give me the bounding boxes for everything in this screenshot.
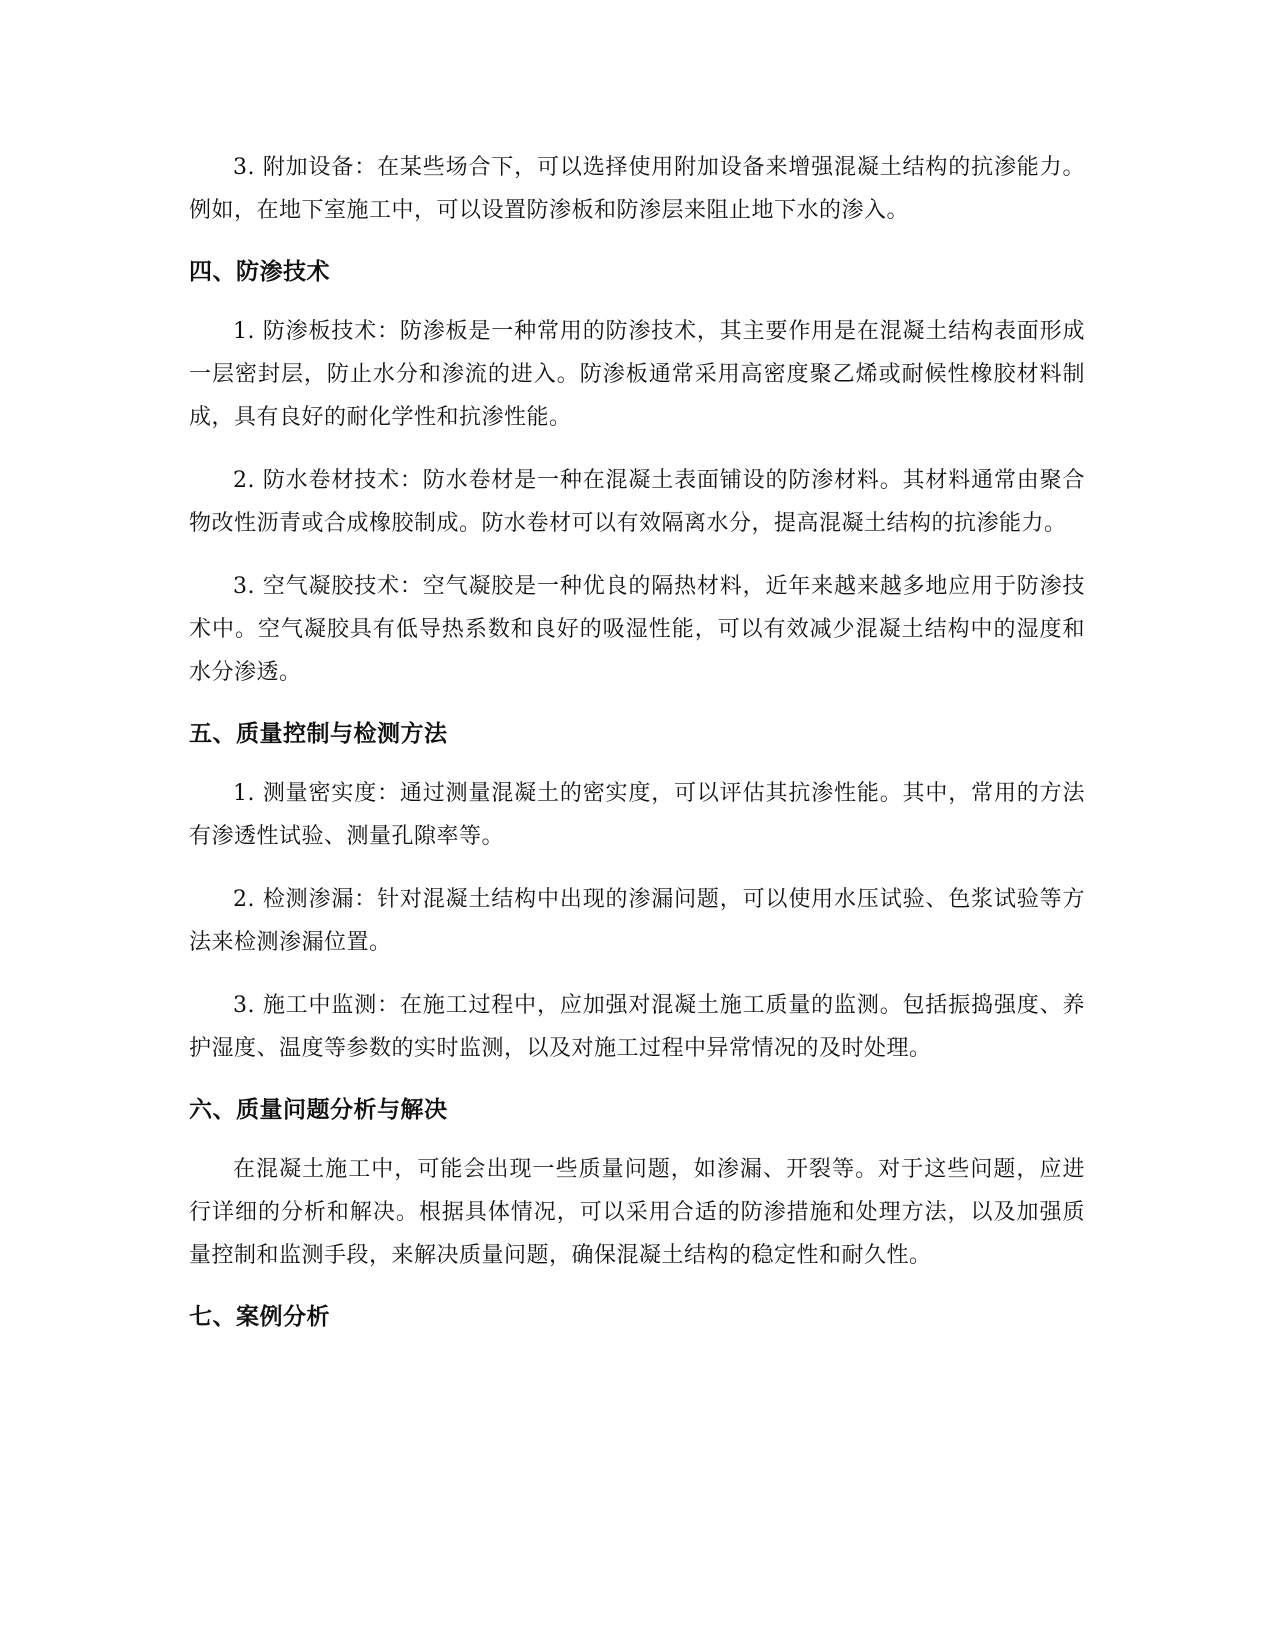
document-body [189, 146, 1085, 1355]
section-heading-quality-control: 五、质量控制与检测方法 [189, 721, 448, 747]
paragraph-quality-issue-resolution: 在混凝土施工中，可能会出现一些质量问题，如渗漏、开裂等。对于这些问题，应进行详细的分析和解决。根据具体情况，可以采用合适的防渗措施和处理方法，以及加强质量控制和监测手段，来解决质量问题，确保混凝土结构的稳定性和耐久性。 [189, 1157, 1085, 1268]
section-heading-seepage-techniques: 四、防渗技术 [189, 259, 330, 285]
paragraph-seepage-board: 1. 防渗板技术：防渗板是一种常用的防渗技术，其主要作用是在混凝土结构表面形成一层密封层，防止水分和渗流的进入。防渗板通常采用高密度聚乙烯或耐候性橡胶材料制成，具有良好的耐化学性和抗渗性能。 [189, 319, 1085, 430]
paragraph-aerogel: 3. 空气凝胶技术：空气凝胶是一种优良的隔热材料，近年来越来越多地应用于防渗技术中。空气凝胶具有低导热系数和良好的吸湿性能，可以有效减少混凝土结构中的湿度和水分渗透。 [189, 574, 1085, 685]
paragraph-construction-monitoring: 3. 施工中监测：在施工过程中，应加强对混凝土施工质量的监测。包括振捣强度、养护湿度、温度等参数的实时监测，以及对施工过程中异常情况的及时处理。 [189, 993, 1085, 1061]
section-heading-quality-issues: 六、质量问题分析与解决 [189, 1097, 448, 1123]
paragraph-leak-detection: 2. 检测渗漏：针对混凝土结构中出现的渗漏问题，可以使用水压试验、色浆试验等方法来检测渗漏位置。 [189, 887, 1085, 955]
section-heading-case-analysis: 七、案例分析 [189, 1304, 330, 1330]
paragraph-waterproof-membrane: 2. 防水卷材技术：防水卷材是一种在混凝土表面铺设的防渗材料。其材料通常由聚合物改性沥青或合成橡胶制成。防水卷材可以有效隔离水分，提高混凝土结构的抗渗能力。 [189, 468, 1085, 536]
paragraph-additional-equipment: 3. 附加设备：在某些场合下，可以选择使用附加设备来增强混凝土结构的抗渗能力。例如，在地下室施工中，可以设置防渗板和防渗层来阻止地下水的渗入。 [189, 155, 1085, 223]
paragraph-density-measurement: 1. 测量密实度：通过测量混凝土的密实度，可以评估其抗渗性能。其中，常用的方法有渗透性试验、测量孔隙率等。 [189, 781, 1085, 849]
